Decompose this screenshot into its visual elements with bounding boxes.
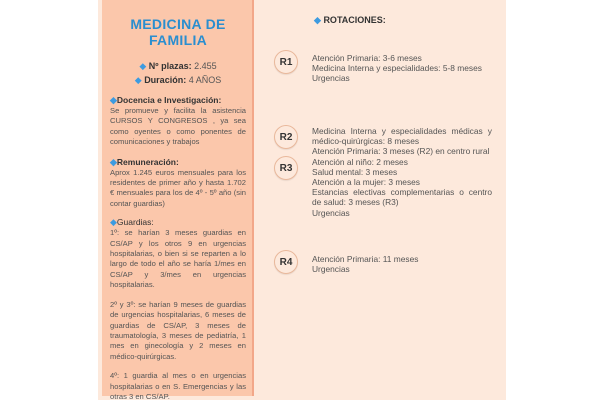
plazas-row — [110, 59, 246, 73]
diamond-icon: ◆ — [110, 217, 117, 228]
r1-line: Medicina Interna y especialidades: 5-8 meses — [312, 63, 482, 74]
docencia-text: Se promueve y facilita la asistencia CURSOS Y CONGRESOS , ya sea como oyentes o como ponentes de comunicaciones y trabajos — [110, 106, 246, 147]
docencia-title: Docencia e Investigación: — [116, 95, 222, 105]
diamond-icon: ◆ — [110, 95, 117, 105]
guardias-paragraph-1: 1º: se harían 3 meses guardias en CS/AP y los otros 9 en urgencias hospitalarias, o bien si se reparten a lo largo de todo el año se haría 1/mes en CS/AP y 3/mes en urgencias hospitalarias. — [110, 228, 246, 290]
guardias-title-row — [110, 217, 246, 228]
diamond-icon: ◆ — [110, 156, 117, 167]
right-panel — [262, 0, 498, 396]
rotaciones-header — [314, 15, 386, 26]
badge-r1: R1 — [274, 50, 298, 74]
r2r3-rotations — [312, 126, 492, 218]
badge-r3: R3 — [274, 156, 298, 180]
duracion-row — [110, 73, 246, 87]
r2r3-line: Atención al niño: 2 meses — [312, 156, 408, 167]
r1-rotations — [312, 53, 492, 84]
badge-r2: R2 — [274, 125, 298, 149]
r2r3-line: Atención a la mujer: 3 meses — [312, 177, 420, 188]
r4-line: Urgencias — [312, 264, 350, 275]
badge-r4: R4 — [274, 250, 298, 274]
r2r3-line: Urgencias — [312, 207, 350, 218]
r2r3-line: Estancias electivas complementarias o centro de salud: 3 meses (R3) — [312, 187, 492, 208]
r2r3-line: Salud mental: 3 meses — [312, 166, 398, 177]
plazas-label: Nº plazas: — [148, 61, 192, 71]
r1-line: Atención Primaria: 3-6 meses — [312, 53, 422, 63]
r2r3-line: Medicina Interna y especialidades médicas y médico-quirúrgicas: 8 meses — [312, 126, 492, 147]
diamond-icon: ◆ — [314, 15, 321, 25]
r1-line: Urgencias — [312, 73, 350, 84]
r2r3-line: Atención Primaria: 3 meses (R2) en centro rural — [312, 146, 490, 157]
guardias-title: Guardias: — [116, 217, 154, 228]
duracion-label: Duración: — [144, 75, 187, 85]
r4-rotations — [312, 254, 492, 274]
remuneracion-title: Remuneración: — [116, 156, 179, 167]
left-panel — [102, 0, 254, 401]
duracion-value: 4 AÑOS — [188, 75, 222, 85]
remuneracion-title-row — [110, 157, 246, 168]
diamond-icon: ◆ — [134, 75, 142, 85]
rotaciones-title: ROTACIONES: — [323, 15, 386, 25]
guardias-paragraph-3: 4º: 1 guardia al mes o en urgencias hospitalarias o en S. Emergencias y las otras 3 en CS/AP. — [110, 371, 246, 401]
docencia-title-row — [110, 95, 246, 106]
diamond-icon: ◆ — [139, 61, 147, 71]
specialty-title: MEDICINA DE FAMILIA — [130, 16, 226, 48]
plazas-value: 2.455 — [194, 61, 217, 71]
guardias-paragraph-2: 2º y 3º: se harían 9 meses de guardias de urgencias hospitalarias, 6 meses de guardias de CS/AP, 3 meses de traumatología, 3 meses de pediatría, 1 mes en ginecología y 2 meses en médico-quirúrgicas. — [110, 299, 246, 361]
remuneracion-text: Aprox 1.245 euros mensuales para los residentes de primer año y hasta 1.702 € mensuales para los de 4º - 5º año (sin contar guardias) — [110, 167, 246, 208]
r4-line: Atención Primaria: 11 meses — [312, 254, 419, 264]
